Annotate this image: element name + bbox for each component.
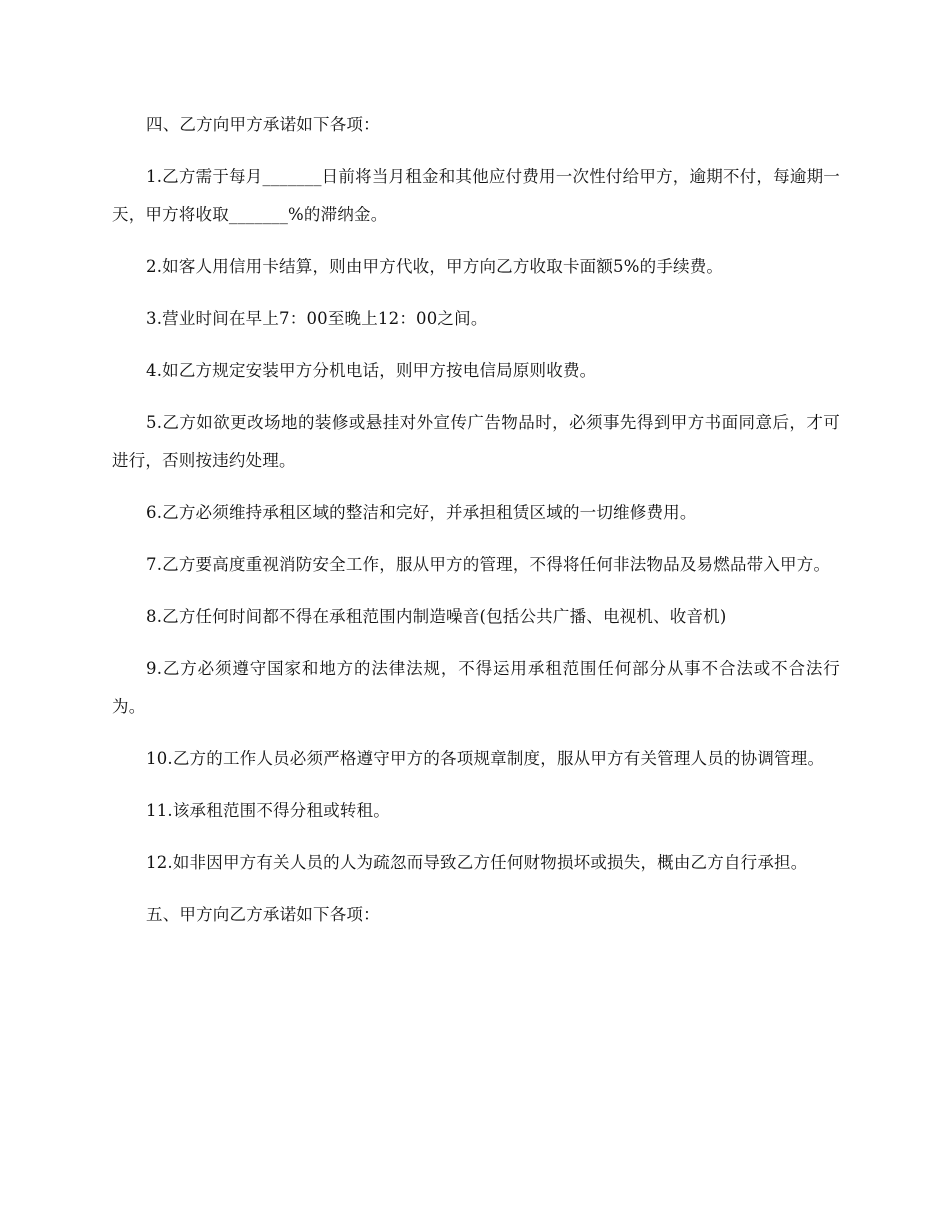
- clause-11: 11.该承租范围不得分租或转租。: [146, 801, 390, 820]
- clause-10: 10.乙方的工作人员必须严格遵守甲方的各项规章制度，服从甲方有关管理人员的协调管理。: [146, 749, 825, 768]
- clause-4: 4.如乙方规定安装甲方分机电话，则甲方按电信局原则收费。: [146, 361, 597, 380]
- section-heading-4: 四、乙方向甲方承诺如下各项：: [146, 115, 380, 134]
- clause-7: 7.乙方要高度重视消防安全工作，服从甲方的管理，不得将任何非法物品及易燃品带入甲方。: [146, 555, 831, 574]
- clause-1: 1.乙方需于每月_______日前将当月租金和其他应付费用一次性付给甲方，逾期不付，每逾期一天，甲方将收取_______%的滞纳金。: [112, 167, 840, 224]
- clause-8: 8.乙方任何时间都不得在承租范围内制造噪音(包括公共广播、电视机、收音机): [146, 607, 727, 626]
- clause-3: 3.营业时间在早上7：00至晚上12：00之间。: [146, 309, 488, 328]
- clause-2: 2.如客人用信用卡结算，则由甲方代收，甲方向乙方收取卡面额5%的手续费。: [146, 257, 724, 276]
- clause-5: 5.乙方如欲更改场地的装修或悬挂对外宣传广告物品时，必须事先得到甲方书面同意后，才可进行，否则按违约处理。: [112, 413, 840, 470]
- clause-9: 9.乙方必须遵守国家和地方的法律法规，不得运用承租范围任何部分从事不合法或不合法行为。: [112, 659, 840, 716]
- document-body: [112, 106, 840, 948]
- clause-6: 6.乙方必须维持承租区域的整洁和完好，并承担租赁区域的一切维修费用。: [146, 503, 697, 522]
- clause-12: 12.如非因甲方有关人员的人为疏忽而导致乙方任何财物损坏或损失，概由乙方自行承担。: [146, 853, 808, 872]
- section-heading-5: 五、甲方向乙方承诺如下各项：: [146, 905, 380, 924]
